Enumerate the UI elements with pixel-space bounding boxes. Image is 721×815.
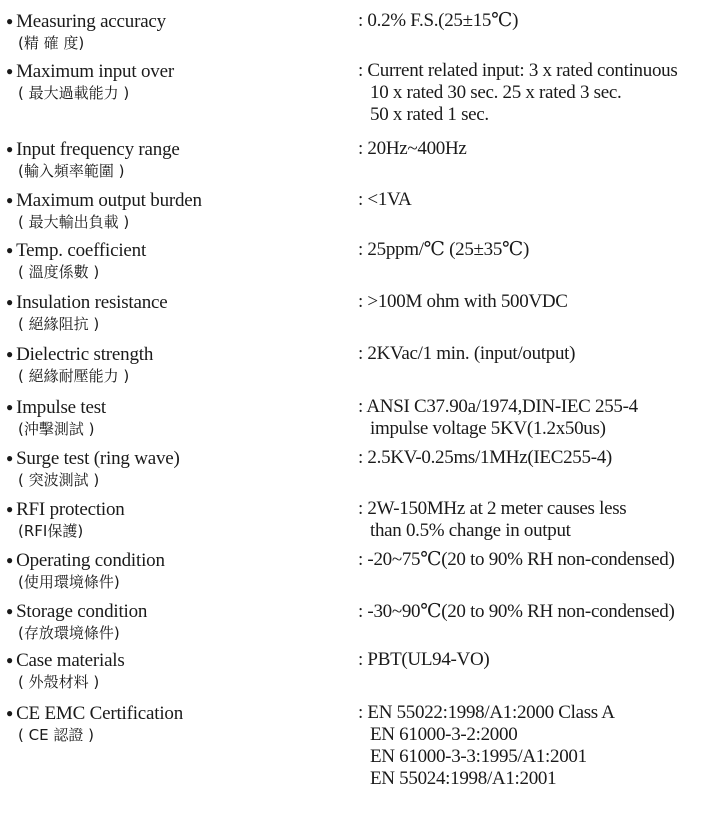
spec-value-line: EN 61000-3-2:2000 [370, 724, 518, 745]
spec-label-english [6, 343, 346, 366]
spec-value [358, 498, 718, 542]
spec-label-chinese: ( 外殼材料 ) [18, 673, 100, 691]
spec-value-line: : 2W-150MHz at 2 meter causes less [358, 498, 627, 519]
bullet-icon: ● [6, 653, 14, 667]
spec-value-line: than 0.5% change in output [370, 520, 571, 541]
spec-label [6, 138, 346, 181]
bullet-icon: ● [6, 193, 14, 207]
spec-label-english [6, 702, 346, 725]
spec-value-line: : PBT(UL94-VO) [358, 649, 490, 670]
spec-label-english-text: Insulation resistance [16, 292, 168, 313]
spec-value [358, 10, 718, 32]
spec-value [358, 239, 718, 261]
spec-value [358, 601, 718, 623]
spec-value-line: 10 x rated 30 sec. 25 x rated 3 sec. [370, 82, 622, 103]
spec-label-english-text: Surge test (ring wave) [16, 448, 180, 469]
bullet-icon: ● [6, 295, 14, 309]
spec-label-english-text: CE EMC Certification [16, 703, 184, 724]
spec-label-english-text: Maximum output burden [16, 190, 202, 211]
spec-value-line: EN 55024:1998/A1:2001 [370, 768, 557, 789]
spec-label-chinese: ( 最大輸出負載 ) [18, 213, 130, 231]
spec-label-english [6, 498, 346, 521]
spec-label-chinese: (精 確 度) [18, 34, 85, 52]
bullet-icon: ● [6, 64, 14, 78]
spec-value-line: : 25ppm/℃ (25±35℃) [358, 239, 530, 260]
spec-value [358, 549, 718, 571]
spec-value [358, 291, 718, 313]
spec-label-english-text: RFI protection [16, 499, 125, 520]
spec-label-english-text: Maximum input over [16, 61, 174, 82]
bullet-icon: ● [6, 14, 14, 28]
bullet-icon: ● [6, 243, 14, 257]
spec-label-chinese: ( 溫度係數 ) [18, 263, 100, 281]
spec-label [6, 498, 346, 541]
spec-label-chinese: (RFI保護) [18, 522, 84, 540]
spec-label [6, 649, 346, 692]
spec-label [6, 189, 346, 232]
spec-label-chinese: ( CE 認證 ) [18, 726, 94, 744]
spec-value-line: : 20Hz~400Hz [358, 138, 467, 159]
spec-label-english-text: Temp. coefficient [16, 240, 147, 261]
spec-label-chinese: (輸入頻率範圍 ) [18, 162, 125, 180]
spec-label-english [6, 60, 346, 83]
spec-label-english [6, 138, 346, 161]
bullet-icon: ● [6, 400, 14, 414]
spec-label-english [6, 549, 346, 572]
spec-value [358, 702, 718, 790]
spec-label-english [6, 291, 346, 314]
spec-label-english [6, 600, 346, 623]
spec-value [358, 343, 718, 365]
spec-label-chinese: (沖擊測試 ) [18, 420, 95, 438]
spec-label-chinese: (存放環境條件) [18, 624, 120, 642]
spec-label-english-text: Case materials [16, 650, 125, 671]
spec-label-english [6, 10, 346, 33]
spec-value [358, 649, 718, 671]
spec-label [6, 702, 346, 745]
spec-label [6, 60, 346, 103]
spec-value-line: : 2KVac/1 min. (input/output) [358, 343, 576, 364]
spec-label-english-text: Impulse test [16, 397, 107, 418]
spec-value [358, 60, 718, 126]
spec-value-line: impulse voltage 5KV(1.2x50us) [370, 418, 606, 439]
spec-value-line: : -20~75℃(20 to 90% RH non-condensed) [358, 549, 675, 570]
spec-label-english [6, 239, 346, 262]
spec-value-line: : -30~90℃(20 to 90% RH non-condensed) [358, 601, 675, 622]
spec-value-line: : >100M ohm with 500VDC [358, 291, 568, 312]
spec-value-line: : <1VA [358, 189, 412, 210]
spec-label-english [6, 447, 346, 470]
spec-label-chinese: ( 絕緣阻抗 ) [18, 315, 100, 333]
spec-value-line: : EN 55022:1998/A1:2000 Class A [358, 702, 615, 723]
bullet-icon: ● [6, 706, 14, 720]
spec-value [358, 396, 718, 440]
spec-value [358, 447, 718, 469]
spec-label-english-text: Dielectric strength [16, 344, 154, 365]
spec-value-line: 50 x rated 1 sec. [370, 104, 489, 125]
spec-label-english [6, 396, 346, 419]
spec-label-chinese: ( 突波測試 ) [18, 471, 100, 489]
spec-label-english-text: Input frequency range [16, 139, 180, 160]
spec-label [6, 447, 346, 490]
spec-value-line: EN 61000-3-3:1995/A1:2001 [370, 746, 587, 767]
spec-value-line: : 0.2% F.S.(25±15℃) [358, 10, 519, 31]
spec-label [6, 10, 346, 53]
spec-label-english-text: Operating condition [16, 550, 165, 571]
spec-label-chinese: ( 絕緣耐壓能力 ) [18, 367, 130, 385]
spec-label-chinese: (使用環境條件) [18, 573, 120, 591]
spec-label-english [6, 649, 346, 672]
bullet-icon: ● [6, 553, 14, 567]
bullet-icon: ● [6, 347, 14, 361]
spec-label [6, 239, 346, 282]
bullet-icon: ● [6, 604, 14, 618]
spec-label [6, 291, 346, 334]
bullet-icon: ● [6, 142, 14, 156]
spec-label-english-text: Measuring accuracy [16, 11, 166, 32]
bullet-icon: ● [6, 502, 14, 516]
spec-value-line: : ANSI C37.90a/1974,DIN-IEC 255-4 [358, 396, 638, 417]
spec-label [6, 343, 346, 386]
spec-label-chinese: ( 最大過載能力 ) [18, 84, 130, 102]
spec-value-line: : Current related input: 3 x rated continuous [358, 60, 678, 81]
spec-value [358, 138, 718, 160]
spec-label [6, 600, 346, 643]
spec-value [358, 189, 718, 211]
spec-label [6, 549, 346, 592]
spec-label-english [6, 189, 346, 212]
spec-value-line: : 2.5KV-0.25ms/1MHz(IEC255-4) [358, 447, 612, 468]
spec-label-english-text: Storage condition [16, 601, 148, 622]
spec-label [6, 396, 346, 439]
bullet-icon: ● [6, 451, 14, 465]
